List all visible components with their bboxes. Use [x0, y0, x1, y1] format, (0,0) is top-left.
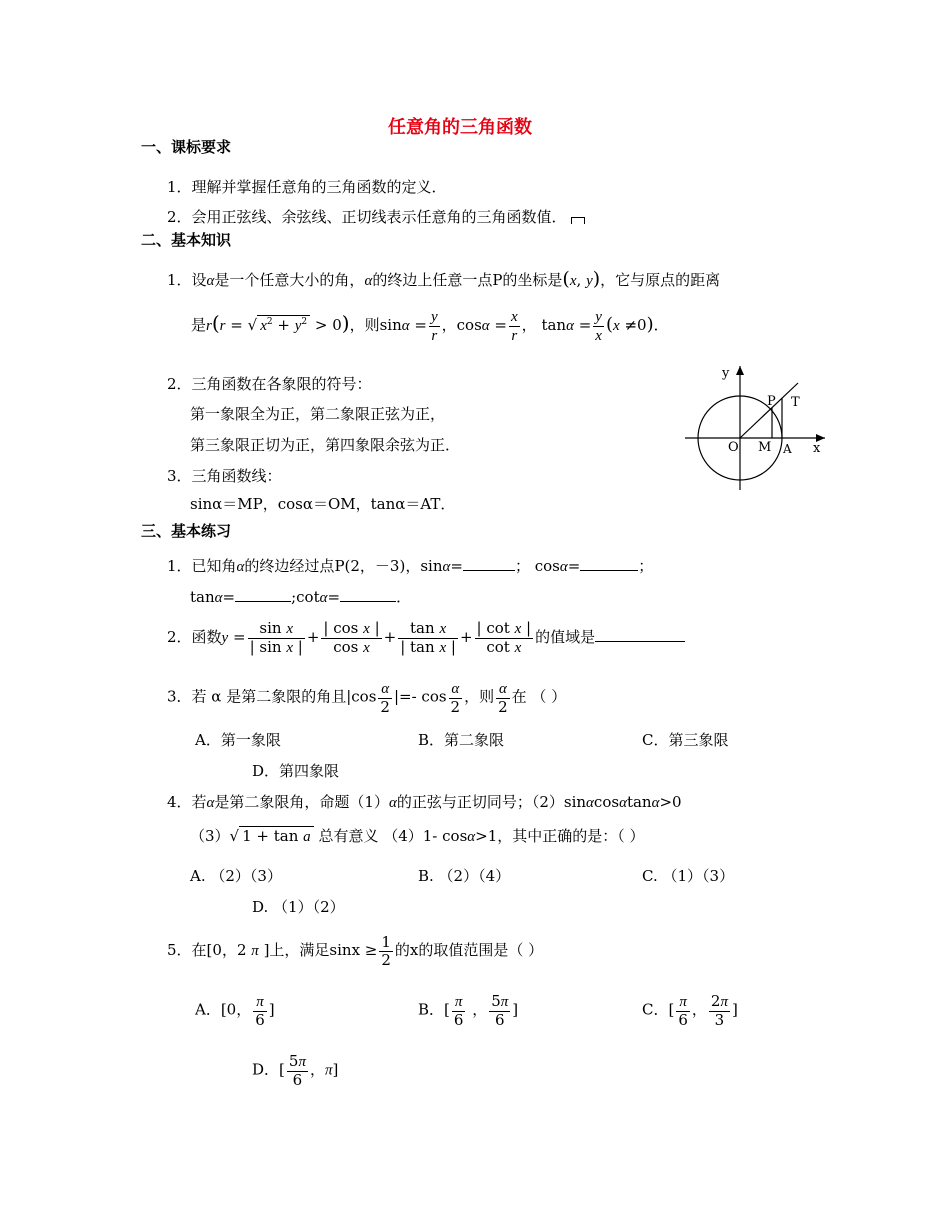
exercise-4-question-line-2: （3）√ 1 + tan a 总有意义 （4）1- cosα>1，其中正确的是：（ ） [190, 827, 645, 845]
answer-blank-sin[interactable] [463, 556, 515, 571]
knowledge-3-heading: 3．三角函数线： [167, 467, 282, 485]
exercise-3-option-d[interactable]: D．第四象限 [252, 762, 340, 780]
unit-circle-diagram [680, 360, 830, 495]
knowledge-1-line-1: 1．设α是一个任意大小的角，α的终边上任意一点P的坐标是(x, y)，它与原点的距离 [167, 268, 721, 290]
answer-blank-cot[interactable] [340, 587, 396, 602]
knowledge-2-line-1: 第一象限全为正，第二象限正弦为正， [190, 405, 446, 423]
exercise-3-option-a[interactable]: A．第一象限 [195, 731, 281, 749]
exercise-4-option-a[interactable]: A. （2）（3） [190, 867, 282, 885]
exercise-3-question: 3．若 α 是第二象限的角且|cos $\frac{\alpha}{2}$ |=- cos $\frac{\alpha}{2}$ ，则 $\frac{\alpha}{2}$ 在 （ ） [167, 681, 567, 716]
section-heading-exercises: 三、基本练习 [141, 522, 232, 540]
exercise-2: 2．函数y = $\frac{\text{sin x}}{\text{| sin x |}}$ + $\frac{\text{| cos x |}}{\text{cos x}}$ + $\frac{\text{tan x}}{\text{| tan x |}}$ + $\frac{\text{| cot x |}}{\text{cot x}}$ 的值域是 [167, 620, 685, 656]
label-a: A [783, 442, 792, 456]
label-m: M [758, 440, 772, 455]
requirement-1: 1．理解并掌握任意角的三角函数的定义． [167, 178, 447, 196]
exercise-5-option-b[interactable]: B．[ $\frac{\pi}{6}$ ， $\frac{5\pi}{6}$ ] [418, 992, 519, 1029]
exercise-5-question: 5．在[0，2 π ]上，满足sinx ≥ $\frac{1}{2}$ 的x的取值范围是（ ） [167, 933, 544, 969]
exercise-5-option-c[interactable]: C．[ $\frac{\pi}{6}$ ， $\frac{2\pi}{3}$ ] [642, 992, 738, 1029]
exercise-1-line-1: 1．已知角α的终边经过点P(2，－3)，sinα= ； cosα= ； [167, 557, 654, 575]
knowledge-2-line-2: 第三象限正切为正，第四象限余弦为正． [190, 436, 461, 454]
requirement-2: 2．会用正弦线、余弦线、正切线表示任意角的三角函数值． [167, 210, 585, 225]
exercise-3-option-b[interactable]: B．第二象限 [418, 731, 505, 749]
label-t: T [791, 395, 800, 410]
page-title: 任意角的三角函数 [388, 117, 532, 138]
answer-blank-range[interactable] [595, 627, 685, 642]
exercise-1-line-2: tanα= ;cotα= ． [190, 588, 412, 606]
exercise-4-option-c[interactable]: C. （1）（3） [642, 867, 735, 885]
exercise-4-question: 4．若α是第二象限角，命题（1）α的正弦与正切同号；（2）sinαcosαtanα>0 [167, 793, 682, 811]
knowledge-2-heading: 2．三角函数在各象限的符号： [167, 375, 372, 393]
label-o: O [728, 440, 739, 455]
exercise-4-option-d[interactable]: D. （1）（2） [252, 898, 345, 916]
section-heading-knowledge: 二、基本知识 [141, 231, 232, 249]
knowledge-1-line-2: 是r(r = √ $x^2 + y^2 > 0$)，则sinα = $\frac{y}{r}$ ，cosα = $\frac{x}{r}$ ， tanα = $\frac{y}{x}$ (x ≠0)． [191, 309, 669, 344]
exercise-5-option-d[interactable]: D．[ $\frac{5\pi}{6}$ ，π] [252, 1052, 339, 1089]
answer-blank-tan[interactable] [235, 587, 291, 602]
knowledge-3-line: sinα＝MP，cosα＝OM，tanα＝AT． [190, 495, 456, 513]
answer-blank-cos[interactable] [580, 556, 638, 571]
label-x: x [813, 441, 821, 456]
exercise-3-option-c[interactable]: C．第三象限 [642, 731, 729, 749]
label-y: y [722, 366, 730, 381]
label-p: P [767, 394, 776, 409]
exercise-4-option-b[interactable]: B. （2）（4） [418, 867, 511, 885]
cursor-mark [571, 217, 585, 224]
section-heading-requirements: 一、课标要求 [141, 138, 232, 156]
exercise-5-option-a[interactable]: A．[0， $\frac{\pi}{6}$ ] [195, 994, 275, 1029]
